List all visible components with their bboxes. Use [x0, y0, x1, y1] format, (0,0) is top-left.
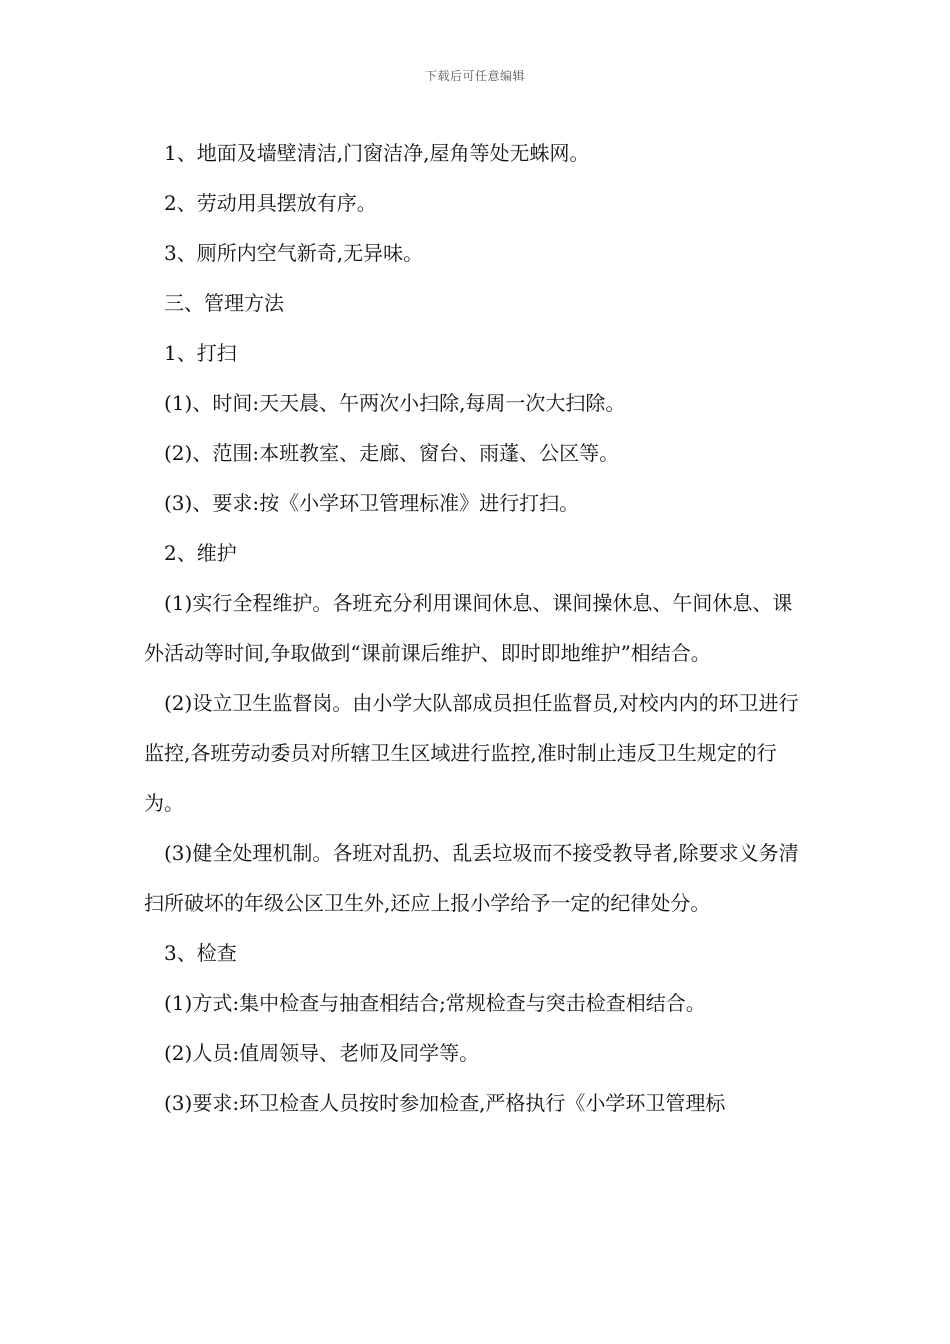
document-body	[144, 128, 810, 1128]
paragraph-inspection-personnel: (2)人员:值周领导、老师及同学等。	[164, 1041, 480, 1065]
paragraph-1: 1、地面及墙壁清洁,门窗洁净,屋角等处无蛛网。	[164, 141, 590, 165]
paragraph-maintenance-1: (1)实行全程维护。各班充分利用课间休息、课间操休息、午间休息、课外活动等时间,争取做到“课前课后维护、即时即地维护”相结合。	[144, 591, 793, 665]
paragraph-inspection-requirement: (3)要求:环卫检查人员按时参加检查,严格执行《小学环卫管理标	[164, 1091, 726, 1115]
subheading-cleaning: 1、打扫	[164, 341, 237, 365]
paragraph-cleaning-requirement: (3)、要求:按《小学环卫管理标准》进行打扫。	[164, 491, 580, 515]
subheading-inspection: 3、检查	[164, 941, 237, 965]
paragraph-maintenance-2: (2)设立卫生监督岗。由小学大队部成员担任监督员,对校内内的环卫进行监控,各班劳动委员对所辖卫生区域进行监控,准时制止违反卫生规定的行为。	[144, 691, 799, 815]
paragraph-cleaning-scope: (2)、范围:本班教室、走廊、窗台、雨蓬、公区等。	[164, 441, 620, 465]
paragraph-cleaning-time: (1)、时间:天天晨、午两次小扫除,每周一次大扫除。	[164, 391, 626, 415]
page-header: 下载后可任意编辑	[424, 69, 525, 83]
subheading-maintenance: 2、维护	[164, 541, 237, 565]
paragraph-inspection-method: (1)方式:集中检查与抽查相结合;常规检查与突击检查相结合。	[164, 991, 706, 1015]
paragraph-2: 2、劳动用具摆放有序。	[164, 191, 377, 215]
section-heading-management: 三、管理方法	[164, 291, 284, 315]
paragraph-3: 3、厕所内空气新奇,无异味。	[164, 241, 424, 265]
paragraph-maintenance-3: (3)健全处理机制。各班对乱扔、乱丢垃圾而不接受教导者,除要求义务清扫所破坏的年级公区卫生外,还应上报小学给予一定的纪律处分。	[144, 841, 799, 915]
